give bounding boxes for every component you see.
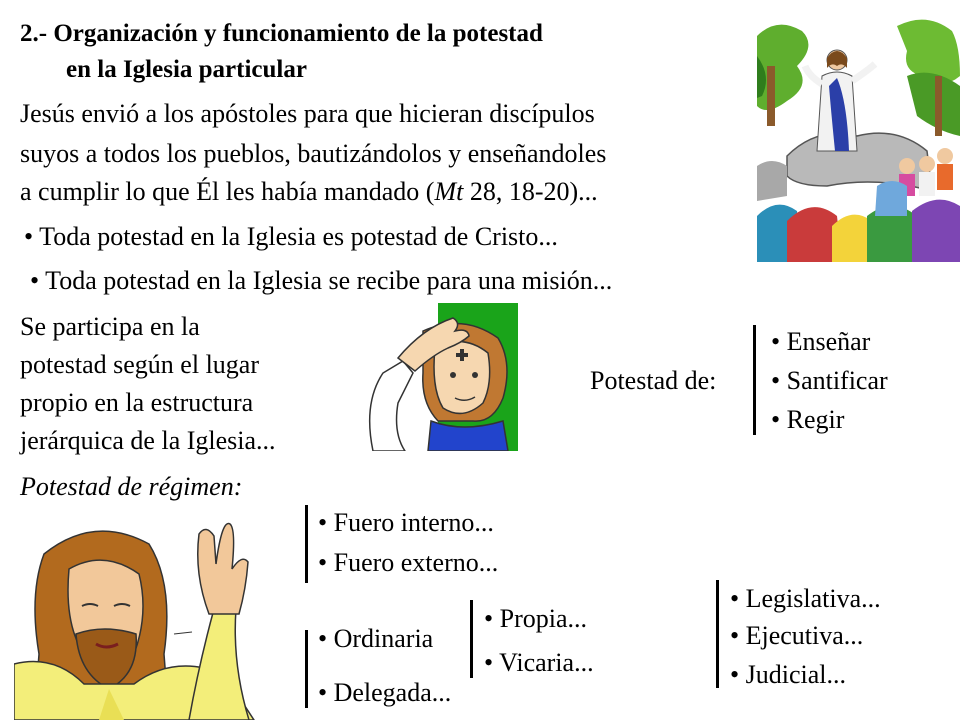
regimen-heading: Potestad de régimen: bbox=[20, 472, 243, 501]
fuero-bracket bbox=[305, 505, 308, 583]
person-ash-cross-illustration bbox=[343, 303, 518, 451]
intro-line-3-end: 28, 18-20)... bbox=[463, 177, 598, 206]
participa-line-1: Se participa en la bbox=[20, 312, 200, 341]
bullet-potestad-cristo: • Toda potestad en la Iglesia es potestad de Cristo... bbox=[24, 222, 558, 251]
intro-line-2: suyos a todos los pueblos, bautizándolos y enseñandoles bbox=[20, 139, 607, 168]
ordinaria: • Ordinaria bbox=[318, 624, 434, 653]
fuero-interno: • Fuero interno... bbox=[318, 508, 494, 537]
vicaria: • Vicaria... bbox=[484, 648, 594, 677]
intro-line-1: Jesús envió a los apóstoles para que hicieran discípulos bbox=[20, 99, 595, 128]
slide-title-line-2: en la Iglesia particular bbox=[66, 56, 307, 83]
propia: • Propia... bbox=[484, 604, 587, 633]
delegada: • Delegada... bbox=[318, 678, 452, 707]
potestad-de-label: Potestad de: bbox=[590, 366, 717, 395]
propia-vicaria-bracket bbox=[470, 600, 473, 678]
potestad-de-bracket bbox=[753, 325, 756, 435]
participa-line-2: potestad según el lugar bbox=[20, 350, 259, 379]
jesus-portrait-illustration bbox=[14, 514, 272, 720]
legislativa: • Legislativa... bbox=[730, 584, 881, 613]
jesus-preaching-illustration bbox=[757, 16, 960, 262]
potestad-de-ensenar: • Enseñar bbox=[771, 327, 871, 356]
slide-title-line-1: 2.- Organización y funcionamiento de la potestad bbox=[20, 20, 543, 47]
intro-line-3-text: a cumplir lo que Él les había mandado ( bbox=[20, 177, 435, 206]
participa-line-3: propio en la estructura bbox=[20, 388, 254, 417]
potestad-de-regir: • Regir bbox=[771, 405, 845, 434]
funciones-bracket bbox=[716, 580, 719, 688]
potestad-de-santificar: • Santificar bbox=[771, 366, 888, 395]
judicial: • Judicial... bbox=[730, 660, 846, 689]
bible-reference: Mt bbox=[434, 177, 464, 206]
ejecutiva: • Ejecutiva... bbox=[730, 621, 864, 650]
participa-line-4: jerárquica de la Iglesia... bbox=[20, 426, 276, 455]
fuero-externo: • Fuero externo... bbox=[318, 548, 499, 577]
intro-line-3 bbox=[20, 177, 598, 207]
bullet-potestad-mision: • Toda potestad en la Iglesia se recibe para una misión... bbox=[30, 266, 613, 295]
ordinaria-delegada-bracket bbox=[305, 630, 308, 708]
